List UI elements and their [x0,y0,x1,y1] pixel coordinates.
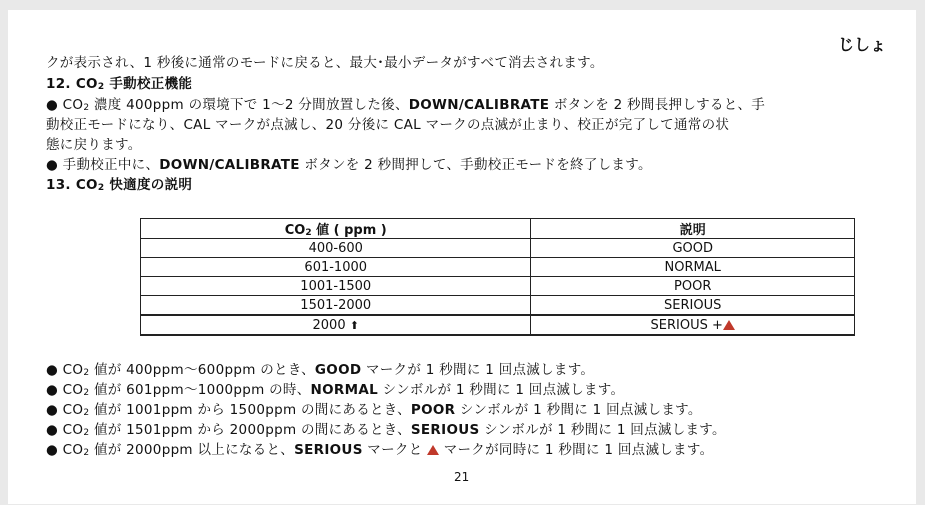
comfort-bullet-serious-plus: ● CO2 値が 2000ppm 以上になると、SERIOUS マークと マークが同時に 1 秒間に 1 回点滅します。 [46,442,714,458]
desc-cell: SERIOUS [531,296,855,316]
range-cell: 601-1000 [141,258,531,277]
range-cell: 1001-1500 [141,277,531,296]
comfort-table [140,218,855,336]
desc-cell: SERIOUS + [531,315,855,335]
range-cell: 400-600 [141,239,531,258]
up-arrow-icon: ⬆ [349,318,359,332]
desc-cell: POOR [531,277,855,296]
warning-triangle-icon [427,445,439,455]
table-row [141,315,855,335]
page-header: じしょ [837,35,886,54]
col-header-description: 説明 [531,219,855,239]
table-row [141,258,855,277]
comfort-bullet-good: ● CO2 値が 400ppm～600ppm のとき、GOOD マークが 1 秒間に 1 回点滅します。 [46,362,595,378]
comfort-bullet-serious: ● CO2 値が 1501ppm から 2000ppm の間にあるとき、SERIOUS シンボルが 1 秒間に 1 回点滅します。 [46,422,726,438]
comfort-bullet-poor: ● CO2 値が 1001ppm から 1500ppm の間にあるとき、POOR シンボルが 1 秒間に 1 回点滅します。 [46,402,702,418]
desc-cell: NORMAL [531,258,855,277]
col-header-co2-value: CO2 値 ( ppm ) [141,219,531,239]
table-header-row [141,219,855,239]
top-line: クが表示され、1 秒後に通常のモードに戻ると、最大･最小データがすべて消去されます。 [46,55,604,71]
sec12-bullet-2: ● 手動校正中に、DOWN/CALIBRATE ボタンを 2 秒間押して、手動校正モードを終了します。 [46,157,652,173]
section-12-heading: 12. CO2 手動校正機能 [46,76,193,92]
table-row [141,277,855,296]
section-13-heading: 13. CO2 快適度の説明 [46,177,193,193]
sec12-bullet-1-line-1: ● CO2 濃度 400ppm の環境下で 1～2 分間放置した後、DOWN/CALIBRATE ボタンを 2 秒間長押しすると、手 [46,97,766,113]
table-row [141,296,855,316]
manual-page [8,10,916,504]
table-row [141,239,855,258]
sec12-bullet-1-line-2: 動校正モードになり、CAL マークが点滅し、20 分後に CAL マークの点滅が止まり、校正が完了して通常の状 [46,117,730,133]
warning-triangle-icon [723,320,735,330]
range-cell: 2000 ⬆ [141,315,531,335]
desc-cell: GOOD [531,239,855,258]
comfort-bullet-normal: ● CO2 値が 601ppm～1000ppm の時、NORMAL シンボルが 1 秒間に 1 回点滅します。 [46,382,625,398]
sec12-bullet-1-line-3: 態に戻ります。 [46,137,142,153]
page-number: 21 [454,470,470,484]
range-cell: 1501-2000 [141,296,531,316]
